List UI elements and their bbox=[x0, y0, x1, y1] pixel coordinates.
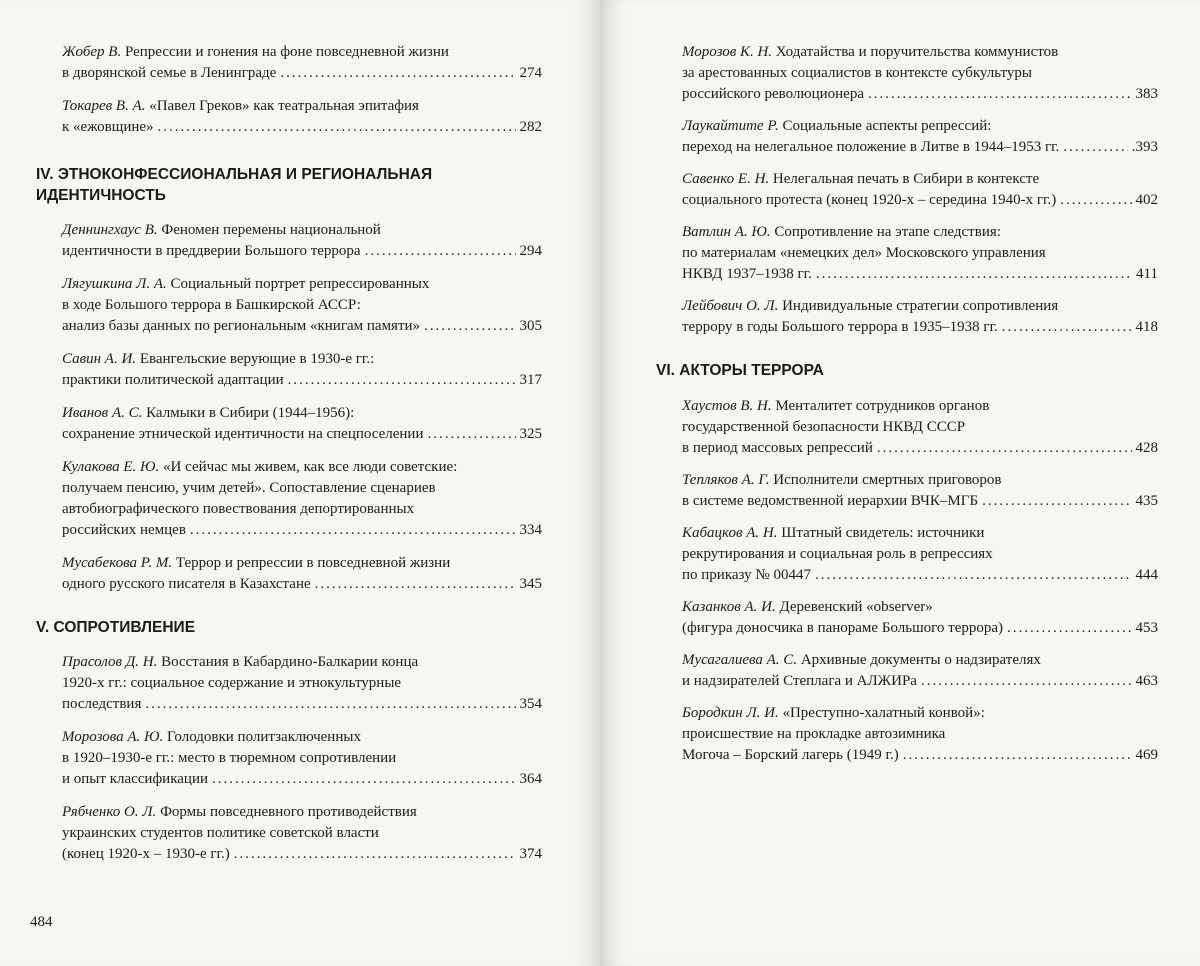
entry-last-line bbox=[62, 520, 542, 541]
entry-page-number: 282 bbox=[519, 119, 542, 135]
entry-title-text: Индивидуальные стратегии сопротивления bbox=[782, 298, 1059, 314]
entry-author: Мусабекова Р. М. bbox=[62, 555, 173, 571]
toc-entry[interactable] bbox=[650, 169, 1158, 211]
dot-leader bbox=[921, 671, 1132, 692]
entry-last-line bbox=[62, 241, 542, 262]
entry-author: Лаукайтите Р. bbox=[682, 118, 779, 134]
entry-author: Деннингхаус В. bbox=[62, 222, 158, 238]
entry-title-text: в дворянской семье в Ленинграде bbox=[62, 65, 277, 81]
entry-page-number: 305 bbox=[519, 318, 542, 334]
entry-title-text: в 1920–1930-е гг.: место в тюремном сопротивлении bbox=[62, 750, 397, 766]
entry-title-line bbox=[62, 823, 542, 844]
entry-title-line bbox=[682, 703, 1158, 724]
dot-leader bbox=[815, 565, 1132, 586]
entry-title-text: к «ежовщине» bbox=[62, 119, 154, 135]
entry-page-number: 444 bbox=[1135, 567, 1158, 583]
entry-title-text: за арестованных социалистов в контексте субкультуры bbox=[682, 65, 1032, 81]
toc-entry[interactable] bbox=[30, 802, 542, 865]
entry-title-text: по материалам «немецких дел» Московского управления bbox=[682, 245, 1046, 261]
entry-title-text: Калмыки в Сибири (1944–1956): bbox=[146, 405, 355, 421]
entry-title-line bbox=[62, 478, 542, 499]
entry-page-number: 435 bbox=[1135, 493, 1158, 509]
entry-last-line bbox=[62, 370, 542, 391]
entry-last-line bbox=[62, 769, 542, 790]
entry-author: Хаустов В. Н. bbox=[682, 398, 772, 414]
dot-leader bbox=[868, 84, 1132, 105]
entry-last-line bbox=[62, 424, 542, 445]
entry-last-line bbox=[62, 694, 542, 715]
entry-title-line bbox=[62, 457, 542, 478]
entry-title-text: анализ базы данных по региональным «книгам памяти» bbox=[62, 318, 421, 334]
entry-title-line bbox=[62, 499, 542, 520]
entry-last-line bbox=[682, 317, 1158, 338]
entry-title-text: сохранение этнической идентичности на спецпоселении bbox=[62, 426, 424, 442]
dot-leader bbox=[365, 241, 516, 262]
entry-title-line bbox=[682, 417, 1158, 438]
entry-author: Токарев В. А. bbox=[62, 98, 146, 114]
entry-title-text: «И сейчас мы живем, как все люди советские: bbox=[163, 459, 458, 475]
toc-entry[interactable] bbox=[30, 727, 542, 790]
entry-last-line bbox=[682, 565, 1158, 586]
entry-author: Прасолов Д. Н. bbox=[62, 654, 158, 670]
entry-author: Бородкин Л. И. bbox=[682, 705, 779, 721]
right-page bbox=[600, 0, 1200, 966]
entry-page-number: 294 bbox=[519, 243, 542, 259]
entry-title-text: Могоча – Борский лагерь (1949 г.) bbox=[682, 747, 899, 763]
entry-author: Морозова А. Ю. bbox=[62, 729, 164, 745]
entry-page-number: 453 bbox=[1135, 620, 1158, 636]
entry-page-number: 418 bbox=[1135, 319, 1158, 335]
entry-title-line bbox=[62, 96, 542, 117]
entry-author: Рябченко О. Л. bbox=[62, 804, 157, 820]
toc-entry[interactable] bbox=[650, 296, 1158, 338]
entry-title-line bbox=[682, 116, 1158, 137]
entry-page-number: 364 bbox=[519, 771, 542, 787]
entry-author: Савенко Е. Н. bbox=[682, 171, 770, 187]
entry-title-line bbox=[682, 544, 1158, 565]
entry-last-line bbox=[62, 63, 542, 84]
entry-page-number: .393 bbox=[1131, 139, 1158, 155]
entry-author: Мусагалиева А. С. bbox=[682, 652, 798, 668]
entry-title-line bbox=[682, 724, 1158, 745]
entry-title-text: переход на нелегальное положение в Литве в 1944–1953 гг. bbox=[682, 139, 1060, 155]
section-heading: IV. ЭТНОКОНФЕССИОНАЛЬНАЯ И РЕГИОНАЛЬНАЯ ИДЕНТИЧНОСТЬ bbox=[36, 166, 433, 204]
entry-last-line bbox=[682, 264, 1158, 285]
dot-leader bbox=[190, 520, 516, 541]
toc-entry[interactable] bbox=[30, 220, 542, 262]
entry-title-text: «Павел Греков» как театральная эпитафия bbox=[149, 98, 419, 114]
entry-title-text: Нелегальная печать в Сибири в контексте bbox=[772, 171, 1040, 187]
entry-page-number: 317 bbox=[519, 372, 542, 388]
entry-author: Морозов К. Н. bbox=[682, 44, 773, 60]
entry-title-text: Голодовки политзаключенных bbox=[167, 729, 361, 745]
entry-title-text: Восстания в Кабардино-Балкарии конца bbox=[161, 654, 419, 670]
entry-last-line bbox=[62, 316, 542, 337]
entry-title-text: одного русского писателя в Казахстане bbox=[62, 576, 311, 592]
toc-entry[interactable] bbox=[650, 703, 1158, 766]
left-toc-column bbox=[30, 42, 542, 865]
right-toc-column bbox=[650, 42, 1158, 766]
entry-title-text: Формы повседневного противодействия bbox=[160, 804, 417, 820]
entry-title-text: Социальные аспекты репрессий: bbox=[782, 118, 992, 134]
entry-author: Кулакова Е. Ю. bbox=[62, 459, 160, 475]
entry-author: Жобер В. bbox=[62, 44, 122, 60]
entry-title-text: российского революционера bbox=[682, 86, 864, 102]
entry-title-text: Ходатайства и поручительства коммунистов bbox=[775, 44, 1059, 60]
entry-title-text: получаем пенсию, учим детей». Сопоставление сценариев bbox=[62, 480, 436, 496]
toc-entry[interactable] bbox=[30, 96, 542, 138]
entry-page-number: 469 bbox=[1135, 747, 1158, 763]
page-number: 484 bbox=[30, 914, 53, 930]
dot-leader bbox=[234, 844, 516, 865]
entry-title-text: Террор и репрессии в повседневной жизни bbox=[175, 555, 451, 571]
entry-last-line bbox=[682, 671, 1158, 692]
entry-title-text: Репрессии и гонения на фоне повседневной жизни bbox=[124, 44, 449, 60]
entry-title-line bbox=[682, 42, 1158, 63]
dot-leader bbox=[877, 438, 1132, 459]
dot-leader bbox=[158, 117, 516, 138]
dot-leader bbox=[424, 316, 515, 337]
entry-page-number: 463 bbox=[1135, 673, 1158, 689]
entry-title-line bbox=[62, 802, 542, 823]
entry-title-line bbox=[62, 220, 542, 241]
dot-leader bbox=[288, 370, 516, 391]
entry-last-line bbox=[62, 574, 542, 595]
entry-title-text: идентичности в преддверии Большого террора bbox=[62, 243, 361, 259]
dot-leader bbox=[816, 264, 1132, 285]
entry-title-text: социального протеста (конец 1920-х – середина 1940-х гг.) bbox=[682, 192, 1057, 208]
entry-title-text: 1920-х гг.: социальное содержание и этнокультурные bbox=[62, 675, 402, 691]
entry-author: Лягушкина Л. А. bbox=[62, 276, 167, 292]
toc-entry[interactable] bbox=[30, 457, 542, 541]
entry-title-line bbox=[62, 295, 542, 316]
entry-title-text: в системе ведомственной иерархии ВЧК–МГБ bbox=[682, 493, 979, 509]
dot-leader bbox=[982, 491, 1131, 512]
entry-title-text: террору в годы Большого террора в 1935–1938 гг. bbox=[682, 319, 998, 335]
entry-last-line bbox=[682, 190, 1158, 211]
entry-title-line bbox=[62, 748, 542, 769]
entry-title-line bbox=[62, 553, 542, 574]
entry-title-line bbox=[62, 673, 542, 694]
entry-author: Лейбович О. Л. bbox=[682, 298, 779, 314]
entry-title-text: государственной безопасности НКВД СССР bbox=[682, 419, 966, 435]
entry-title-text: Деревенский «observer» bbox=[779, 599, 933, 615]
toc-entry[interactable] bbox=[650, 396, 1158, 459]
entry-page-number: 383 bbox=[1135, 86, 1158, 102]
entry-title-text: в период массовых репрессий bbox=[682, 440, 873, 456]
toc-entry[interactable] bbox=[30, 403, 542, 445]
section-heading: V. СОПРОТИВЛЕНИЕ bbox=[36, 619, 196, 636]
entry-author: Тепляков А. Г. bbox=[682, 472, 770, 488]
entry-title-text: НКВД 1937–1938 гг. bbox=[682, 266, 812, 282]
entry-last-line bbox=[682, 84, 1158, 105]
entry-title-text: Исполнители смертных приговоров bbox=[773, 472, 1002, 488]
toc-entry[interactable] bbox=[30, 349, 542, 391]
entry-title-text: и надзирателей Степлага и АЛЖИРа bbox=[682, 673, 917, 689]
entry-title-line bbox=[682, 597, 1158, 618]
entry-author: Ватлин А. Ю. bbox=[682, 224, 771, 240]
entry-title-line bbox=[62, 652, 542, 673]
entry-title-text: практики политической адаптации bbox=[62, 372, 284, 388]
entry-title-text: «Преступно-халатный конвой»: bbox=[782, 705, 985, 721]
entry-title-text: последствия bbox=[62, 696, 142, 712]
entry-title-line bbox=[682, 396, 1158, 417]
entry-title-text: по приказу № 00447 bbox=[682, 567, 811, 583]
entry-title-line bbox=[682, 243, 1158, 264]
entry-title-text: в ходе Большого террора в Башкирской АССР: bbox=[62, 297, 361, 313]
toc-entry[interactable] bbox=[650, 523, 1158, 586]
dot-leader bbox=[1007, 618, 1131, 639]
toc-entry[interactable] bbox=[650, 116, 1158, 158]
toc-entry[interactable] bbox=[30, 553, 542, 595]
entry-title-line bbox=[682, 296, 1158, 317]
dot-leader bbox=[427, 424, 515, 445]
entry-title-line bbox=[62, 349, 542, 370]
entry-title-line bbox=[62, 403, 542, 424]
entry-page-number: 354 bbox=[519, 696, 542, 712]
toc-entry[interactable] bbox=[30, 274, 542, 337]
dot-leader bbox=[1002, 317, 1132, 338]
dot-leader bbox=[903, 745, 1132, 766]
entry-title-text: (конец 1920-х – 1930-е гг.) bbox=[62, 846, 230, 862]
toc-entry[interactable] bbox=[650, 597, 1158, 639]
entry-last-line bbox=[682, 137, 1158, 158]
dot-leader bbox=[1063, 137, 1127, 158]
entry-title-text: Архивные документы о надзирателях bbox=[800, 652, 1041, 668]
entry-last-line bbox=[62, 844, 542, 865]
entry-last-line bbox=[62, 117, 542, 138]
entry-title-line bbox=[682, 650, 1158, 671]
section-heading: VI. АКТОРЫ ТЕРРОРА bbox=[656, 362, 824, 379]
entry-page-number: 374 bbox=[519, 846, 542, 862]
entry-author: Иванов А. С. bbox=[62, 405, 143, 421]
toc-entry[interactable] bbox=[650, 222, 1158, 285]
dot-leader bbox=[1060, 190, 1131, 211]
entry-page-number: 274 bbox=[519, 65, 542, 81]
entry-title-text: Социальный портрет репрессированных bbox=[170, 276, 430, 292]
entry-page-number: 411 bbox=[1136, 266, 1158, 282]
entry-title-line bbox=[62, 274, 542, 295]
entry-page-number: 325 bbox=[519, 426, 542, 442]
entry-title-text: автобиографического повествования депортированных bbox=[62, 501, 415, 517]
toc-entry[interactable] bbox=[30, 652, 542, 715]
dot-leader bbox=[145, 694, 515, 715]
dot-leader bbox=[315, 574, 516, 595]
entry-title-text: Евангельские верующие в 1930-е гг.: bbox=[139, 351, 375, 367]
entry-title-text: Штатный свидетель: источники bbox=[781, 525, 985, 541]
entry-title-text: Феномен перемены национальной bbox=[161, 222, 381, 238]
toc-entry[interactable] bbox=[650, 470, 1158, 512]
entry-title-text: Менталитет сотрудников органов bbox=[775, 398, 990, 414]
entry-page-number: 334 bbox=[519, 522, 542, 538]
entry-last-line bbox=[682, 618, 1158, 639]
entry-title-line bbox=[682, 63, 1158, 84]
entry-page-number: 345 bbox=[519, 576, 542, 592]
entry-last-line bbox=[682, 745, 1158, 766]
entry-title-text: российских немцев bbox=[62, 522, 186, 538]
dot-leader bbox=[212, 769, 515, 790]
dot-leader bbox=[280, 63, 515, 84]
entry-title-text: происшествие на прокладке автозимника bbox=[682, 726, 946, 742]
entry-title-line bbox=[62, 727, 542, 748]
entry-title-line bbox=[62, 42, 542, 63]
entry-page-number: 402 bbox=[1135, 192, 1158, 208]
entry-title-line bbox=[682, 523, 1158, 544]
entry-title-text: Сопротивление на этапе следствия: bbox=[774, 224, 1001, 240]
entry-author: Кабацков А. Н. bbox=[682, 525, 778, 541]
entry-title-text: рекрутирования и социальная роль в репрессиях bbox=[682, 546, 993, 562]
toc-entry[interactable] bbox=[30, 42, 542, 84]
entry-title-line bbox=[682, 169, 1158, 190]
entry-title-text: (фигура доносчика в панораме Большого террора) bbox=[682, 620, 1004, 636]
entry-title-line bbox=[682, 222, 1158, 243]
entry-author: Казанков А. И. bbox=[682, 599, 776, 615]
entry-last-line bbox=[682, 438, 1158, 459]
entry-author: Савин А. И. bbox=[62, 351, 137, 367]
entry-page-number: 428 bbox=[1135, 440, 1158, 456]
entry-last-line bbox=[682, 491, 1158, 512]
entry-title-line bbox=[682, 470, 1158, 491]
toc-entry[interactable] bbox=[650, 42, 1158, 105]
entry-title-text: и опыт классификации bbox=[62, 771, 209, 787]
toc-entry[interactable] bbox=[650, 650, 1158, 692]
entry-title-text: украинских студентов политике советской власти bbox=[62, 825, 379, 841]
